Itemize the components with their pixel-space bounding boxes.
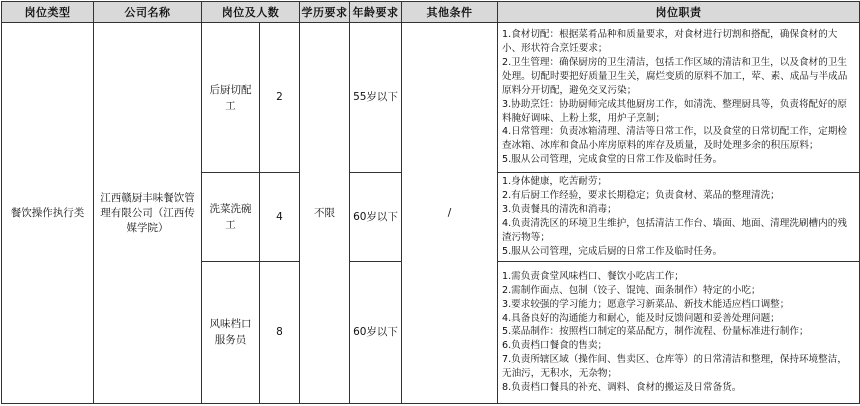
duties-cell [498, 173, 860, 262]
education-cell: 不限 [300, 23, 350, 404]
duty-line: 3.协助烹饪：协助厨师完成其他厨房工作，如清洗、整理厨具等，负责将配好的原料腌好调味、上粉上浆，用炉子烹制； [502, 98, 847, 124]
header-duties: 岗位职责 [498, 2, 860, 23]
duties-cell [498, 23, 860, 173]
duty-line: 2.卫生管理：确保厨房的卫生清洁，包括工作区域的清洁和卫生，以及食材的卫生处理。切配时要把好质量卫生关，腐烂变质的原料不加工，荤、素、成品与半成品原料分开切配，避免交叉污染； [502, 56, 848, 96]
duty-line: 4.日常管理：负责冰箱清理、清洁等日常工作，以及食堂的日常切配工作，定期检查冰箱、冰库和食品小库房原料的库存及质量，及时处理多余的积压原料； [502, 126, 847, 152]
duty-line: 1.食材切配：根据菜肴品种和质量要求，对食材进行切割和搭配，确保食材的大小、形状符合烹饪要求； [502, 29, 838, 54]
position-count-cell: 8 [260, 261, 300, 403]
position-name-cell: 风味档口服务员 [202, 261, 260, 403]
age-cell: 60岁以下 [350, 173, 402, 262]
header-row [2, 2, 860, 23]
recruitment-table-sheet [1, 1, 859, 404]
duty-line: 8.负责档口餐具的补充、调料、食材的搬运及日常备货。 [502, 382, 742, 394]
recruitment-table [1, 1, 860, 404]
duties-cell [498, 261, 860, 403]
other-conditions-cell: / [402, 23, 498, 404]
position-name-cell: 后厨切配工 [202, 23, 260, 173]
header-position: 岗位及人数 [202, 2, 300, 23]
header-company: 公司名称 [94, 2, 202, 23]
duty-line: 5.服从公司管理，完成食堂的日常工作及临时任务。 [502, 154, 723, 166]
header-other: 其他条件 [402, 2, 498, 23]
duty-line: 3.要求较强的学习能力；愿意学习新菜品、新技术能适应档口调整； [502, 298, 790, 310]
duty-line: 4.负责清洗区的环境卫生维护，包括清洁工作台、墙面、地面、清理洗刷槽内的残渣污物等； [502, 218, 847, 243]
duty-line: 6.负责档口餐食的售卖； [502, 340, 608, 352]
duty-line: 3.负责餐具的清洗和消毒； [502, 204, 617, 216]
duty-line: 5.菜品制作：按照档口制定的菜品配方，制作流程、份量标准进行制作； [502, 326, 809, 338]
duty-line: 7.负责所辖区域（操作间、售卖区、仓库等）的日常清洁和整理，保持环境整洁，无油污，无积水，无杂物； [502, 354, 847, 380]
company-cell: 江西赣厨丰味餐饮管理有限公司（江西传媒学院） [94, 23, 202, 404]
duty-line: 2.有后厨工作经验，要求长期稳定；负责食材、菜品的整理清洗； [502, 190, 780, 202]
age-cell: 55岁以下 [350, 23, 402, 173]
age-cell: 60岁以下 [350, 261, 402, 403]
position-name-cell: 洗菜洗碗工 [202, 173, 260, 262]
position-count-cell: 2 [260, 23, 300, 173]
duty-line: 4.具备良好的沟通能力和耐心，能及时反馈问题和妥善处理问题； [502, 312, 780, 324]
duty-line: 1.需负责食堂风味档口、餐饮小吃店工作； [502, 270, 684, 282]
position-count-cell: 4 [260, 173, 300, 262]
table-row [2, 23, 860, 173]
duty-line: 5.服从公司管理，完成后厨的日常工作及临时任务。 [502, 245, 723, 257]
duty-line: 1.身体健康，吃苦耐劳； [502, 176, 608, 188]
header-category: 岗位类型 [2, 2, 94, 23]
category-cell: 餐饮操作执行类 [2, 23, 94, 404]
header-education: 学历要求 [300, 2, 350, 23]
header-age: 年龄要求 [350, 2, 402, 23]
duty-line: 2.需制作面点、包制（饺子、馄饨、面条制作）特定的小吃； [502, 284, 761, 296]
